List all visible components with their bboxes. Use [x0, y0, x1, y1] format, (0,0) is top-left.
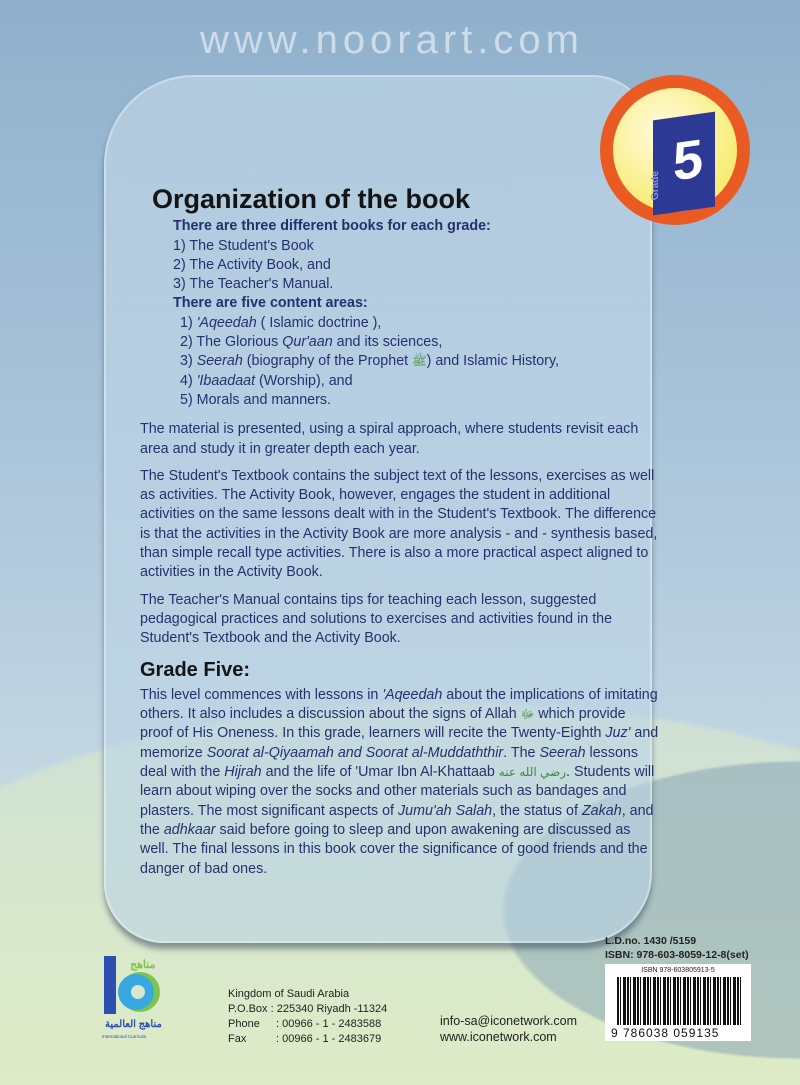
list-item: 1) The Student's Book — [173, 237, 314, 254]
areas-heading: There are five content areas: — [173, 295, 368, 312]
barcode-bars — [617, 977, 743, 1025]
books-heading: There are three different books for each grade: — [173, 218, 491, 235]
isbn-set: ISBN: 978-603-8059-12-8(set) — [605, 949, 749, 961]
grade-number: 5 — [673, 128, 704, 193]
barcode-isbn: ISBN 978-603805913-5 — [641, 967, 715, 974]
list-item: 5) Morals and manners. — [180, 391, 331, 408]
list-item: 1) 'Aqeedah ( Islamic doctrine ), — [180, 314, 382, 331]
list-item: 4) 'Ibaadaat (Worship), and — [180, 372, 353, 389]
phone: Phone : 00966 - 1 - 2483588 — [228, 1018, 382, 1030]
website-link[interactable]: www.iconetwork.com — [440, 1030, 557, 1044]
paragraph: The Student's Textbook contains the subject text of the lessons, exercises as well as activities. The Activity Book, however, engages the student in additional activities on the same lessons dealt with in the Student's Textbook. The difference is that the activities in the Activity Book are more analysis - and - synthesis based, than simple recall type activities. There is also a more practical aspect aligned to activities in the Activity Book. — [140, 467, 658, 581]
page-title: Organization of the book — [152, 184, 470, 214]
list-item: 3) Seerah (biography of the Prophet ﷺ) and Islamic History, — [180, 353, 560, 370]
isbn-info — [605, 934, 749, 962]
legal-deposit: L.D.no. 1430 /5159 — [605, 935, 697, 947]
svg-text:مناهج: مناهج — [130, 959, 156, 971]
book-icon — [649, 112, 715, 216]
list-item: 3) The Teacher's Manual. — [173, 276, 334, 293]
fax: Fax : 00966 - 1 - 2483679 — [228, 1033, 382, 1045]
country: Kingdom of Saudi Arabia — [228, 988, 350, 1000]
email-link[interactable]: info-sa@iconetwork.com — [440, 1014, 578, 1028]
watermark: www.noorart.com — [200, 18, 584, 62]
main-content — [140, 184, 660, 887]
barcode-number: 9 786038 059135 — [611, 1026, 720, 1040]
paragraph: The material is presented, using a spiral approach, where students revisit each area and study it in greater depth each year. — [140, 421, 639, 457]
contact-info — [440, 1013, 577, 1045]
grade-label: Grade — [649, 170, 661, 201]
paragraph: The Teacher's Manual contains tips for teaching each lesson, suggested pedagogical practices and solutions to exercises and activities found in the Student's Textbook and the Activity Book. — [140, 591, 613, 647]
po-box: P.O.Box : 225340 Riyadh -11324 — [228, 1003, 388, 1015]
publisher-address — [228, 987, 387, 1047]
grade-paragraph: This level commences with lessons in 'Aqeedah about the implications of imitating others. It also includes a discussion about the signs of Allah ﷻ which provide proof of His Oneness. In this grade, learners will recite the Twenty-Eighth Juz' and memorize Soorat al-Qiyaamah and Soorat al-Muddaththir. The Seerah lessons deal with the Hijrah and the life of 'Umar Ibn Al-Khattaab رضي الله عنه. Students will learn about wiping over the socks and other materials such as bandages and plasters. The most significant aspects of Jumu'ah Salah, the status of Zakah, and the adhkaar said before going to sleep and upon awakening are discussed as well. The final lessons in this book cover the significance of good friends and the danger of bad ones. — [140, 686, 659, 877]
barcode — [605, 964, 751, 1041]
svg-text:مناهج العالمية: مناهج العالمية — [105, 1019, 162, 1030]
list-item: 2) The Glorious Qur'aan and its sciences, — [180, 334, 443, 351]
publisher-logo — [100, 950, 170, 1040]
section-title: Grade Five: — [140, 658, 251, 681]
honorific-symbol: ﷺ — [412, 354, 427, 369]
svg-text:International Curricula: International Curricula — [102, 1034, 147, 1039]
list-item: 2) The Activity Book, and — [173, 256, 331, 273]
